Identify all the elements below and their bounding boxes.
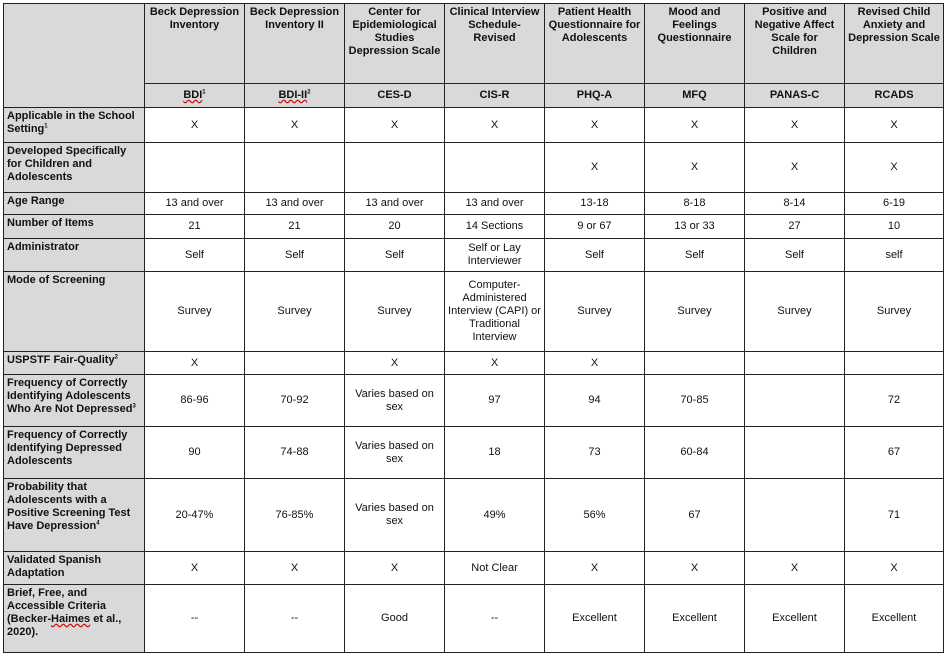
- table-cell: X: [545, 352, 645, 375]
- table-cell: [845, 352, 944, 375]
- table-cell: --: [145, 585, 245, 653]
- criteria-label: [4, 143, 145, 193]
- table-cell: X: [845, 108, 944, 143]
- criteria-label: [4, 479, 145, 552]
- footnote-marker: 2: [114, 354, 118, 361]
- criteria-label-text: Applicable in the School Setting: [7, 110, 135, 135]
- table-cell: 13 and over: [145, 193, 245, 215]
- criteria-row: [4, 427, 944, 479]
- table-cell: 71: [845, 479, 944, 552]
- table-cell: 74-88: [245, 427, 345, 479]
- criteria-label-text: Number of Items: [7, 217, 94, 229]
- table-cell: X: [845, 143, 944, 193]
- table-cell: 90: [145, 427, 245, 479]
- table-cell: Not Clear: [445, 552, 545, 585]
- criteria-row: [4, 239, 944, 272]
- instrument-abbr-ces-d: [345, 84, 445, 108]
- table-cell: 13 or 33: [645, 215, 745, 239]
- table-cell: X: [245, 108, 345, 143]
- criteria-row: [4, 585, 944, 653]
- criteria-label-text: Probability that Adolescents with a Positive Screening Test Have Depression: [7, 481, 131, 532]
- table-cell: 10: [845, 215, 944, 239]
- table-cell: [245, 352, 345, 375]
- criteria-label: [4, 239, 145, 272]
- table-cell: X: [145, 552, 245, 585]
- table-cell: Self: [745, 239, 845, 272]
- table-cell: self: [845, 239, 944, 272]
- table-cell: 9 or 67: [545, 215, 645, 239]
- criteria-row: [4, 552, 944, 585]
- spellcheck-word: Haimes: [51, 613, 91, 625]
- instrument-name-mfq: Mood and Feelings Questionnaire: [645, 4, 745, 84]
- instrument-name-panas-c: Positive and Negative Affect Scale for Children: [745, 4, 845, 84]
- criteria-label: [4, 552, 145, 585]
- table-cell: 13-18: [545, 193, 645, 215]
- instrument-name-bdi: Beck Depression Inventory: [145, 4, 245, 84]
- criteria-label: [4, 352, 145, 375]
- table-cell: X: [345, 108, 445, 143]
- instrument-abbr-bdi-ii: [245, 84, 345, 108]
- instrument-name-bdi-ii: Beck Depression Inventory II: [245, 4, 345, 84]
- table-cell: 72: [845, 375, 944, 427]
- criteria-label: [4, 215, 145, 239]
- instrument-abbr-cis-r: [445, 84, 545, 108]
- table-cell: X: [745, 552, 845, 585]
- criteria-label-text: USPSTF Fair-Quality: [7, 354, 115, 366]
- criteria-label-text: Mode of Screening: [7, 274, 106, 286]
- abbr-label: CES-D: [377, 89, 412, 101]
- table-cell: Self: [245, 239, 345, 272]
- footnote-marker: 1: [202, 89, 206, 96]
- table-cell: Survey: [645, 272, 745, 352]
- table-cell: X: [645, 108, 745, 143]
- criteria-label: [4, 108, 145, 143]
- table-cell: X: [345, 352, 445, 375]
- abbr-label: PHQ-A: [576, 89, 613, 101]
- criteria-label-text: Developed Specifically for Children and Adolescents: [7, 145, 127, 183]
- table-cell: 21: [145, 215, 245, 239]
- table-cell: 67: [645, 479, 745, 552]
- criteria-label: [4, 585, 145, 653]
- table-cell: Survey: [845, 272, 944, 352]
- criteria-row: [4, 272, 944, 352]
- table-cell: 8-14: [745, 193, 845, 215]
- table-cell: 97: [445, 375, 545, 427]
- criteria-label: [4, 193, 145, 215]
- table-cell: Survey: [245, 272, 345, 352]
- table-cell: [645, 352, 745, 375]
- criteria-row: [4, 193, 944, 215]
- table-cell: 13 and over: [345, 193, 445, 215]
- instrument-abbr-bdi: [145, 84, 245, 108]
- table-cell: Excellent: [845, 585, 944, 653]
- table-cell: 20: [345, 215, 445, 239]
- instrument-abbreviation-header-row: [4, 84, 944, 108]
- table-cell: [745, 479, 845, 552]
- table-cell: [345, 143, 445, 193]
- table-cell: Good: [345, 585, 445, 653]
- table-cell: X: [545, 108, 645, 143]
- instrument-name-phq-a: Patient Health Questionnaire for Adolescents: [545, 4, 645, 84]
- criteria-label-text: Brief, Free, and Accessible Criteria (Becker-Haimes et al., 2020).: [7, 587, 122, 638]
- table-cell: 6-19: [845, 193, 944, 215]
- table-cell: --: [245, 585, 345, 653]
- table-cell: --: [445, 585, 545, 653]
- table-cell: 20-47%: [145, 479, 245, 552]
- table-cell: Varies based on sex: [345, 427, 445, 479]
- table-cell: 76-85%: [245, 479, 345, 552]
- table-cell: X: [245, 552, 345, 585]
- abbr-label: BDI-II: [278, 89, 308, 101]
- table-cell: [245, 143, 345, 193]
- instrument-abbr-rcads: [845, 84, 944, 108]
- instrument-name-rcads: Revised Child Anxiety and Depression Scale: [845, 4, 944, 84]
- table-cell: 13 and over: [245, 193, 345, 215]
- footnote-marker: 2: [307, 89, 311, 96]
- table-cell: [745, 352, 845, 375]
- table-cell: X: [645, 143, 745, 193]
- instrument-abbr-phq-a: [545, 84, 645, 108]
- footnote-marker: 4: [96, 520, 100, 527]
- table-cell: Survey: [545, 272, 645, 352]
- instrument-name-header-row: [4, 4, 944, 84]
- criteria-row: [4, 352, 944, 375]
- criteria-body: [4, 108, 944, 653]
- criteria-label-text: Administrator: [7, 241, 80, 253]
- table-cell: X: [145, 108, 245, 143]
- corner-cell: [4, 4, 145, 108]
- table-cell: 27: [745, 215, 845, 239]
- table-cell: Self or Lay Interviewer: [445, 239, 545, 272]
- table-cell: X: [845, 552, 944, 585]
- criteria-row: [4, 375, 944, 427]
- abbr-label: RCADS: [874, 89, 914, 101]
- table-cell: Excellent: [645, 585, 745, 653]
- screening-instruments-table: [3, 3, 944, 653]
- criteria-label-text: Frequency of Correctly Identifying Adolescents Who Are Not Depressed: [7, 377, 133, 415]
- table-cell: Computer-Administered Interview (CAPI) or Traditional Interview: [445, 272, 545, 352]
- criteria-row: [4, 143, 944, 193]
- abbr-label: BDI: [183, 89, 203, 101]
- table-cell: 86-96: [145, 375, 245, 427]
- criteria-label: [4, 427, 145, 479]
- table-cell: Excellent: [545, 585, 645, 653]
- criteria-label-text: Frequency of Correctly Identifying Depressed Adolescents: [7, 429, 128, 467]
- criteria-row: [4, 215, 944, 239]
- criteria-label: [4, 272, 145, 352]
- table-cell: X: [445, 108, 545, 143]
- table-cell: 49%: [445, 479, 545, 552]
- table-cell: X: [745, 108, 845, 143]
- table-cell: [445, 143, 545, 193]
- table-cell: 70-85: [645, 375, 745, 427]
- table-cell: [745, 427, 845, 479]
- table-cell: 18: [445, 427, 545, 479]
- table-cell: X: [145, 352, 245, 375]
- criteria-label-text: Validated Spanish Adaptation: [7, 554, 102, 579]
- table-cell: X: [445, 352, 545, 375]
- table-cell: [145, 143, 245, 193]
- footnote-marker: 1: [44, 123, 48, 130]
- table-cell: 70-92: [245, 375, 345, 427]
- table-cell: 73: [545, 427, 645, 479]
- table-cell: Survey: [145, 272, 245, 352]
- table-cell: 21: [245, 215, 345, 239]
- criteria-row: [4, 479, 944, 552]
- table-cell: 94: [545, 375, 645, 427]
- table-cell: X: [645, 552, 745, 585]
- criteria-row: [4, 108, 944, 143]
- table-cell: 8-18: [645, 193, 745, 215]
- table-cell: Self: [345, 239, 445, 272]
- table-cell: X: [545, 552, 645, 585]
- table-cell: 14 Sections: [445, 215, 545, 239]
- table-cell: Varies based on sex: [345, 479, 445, 552]
- abbr-label: CIS-R: [479, 89, 510, 101]
- table-cell: Survey: [345, 272, 445, 352]
- table-cell: Varies based on sex: [345, 375, 445, 427]
- criteria-label-text: Age Range: [7, 195, 65, 207]
- table-cell: Self: [645, 239, 745, 272]
- criteria-label: [4, 375, 145, 427]
- table-cell: [745, 375, 845, 427]
- table-cell: Excellent: [745, 585, 845, 653]
- table-cell: X: [345, 552, 445, 585]
- abbr-label: PANAS-C: [769, 89, 820, 101]
- instrument-abbr-panas-c: [745, 84, 845, 108]
- table-cell: X: [745, 143, 845, 193]
- abbr-label: MFQ: [682, 89, 707, 101]
- instrument-name-cis-r: Clinical Interview Schedule-Revised: [445, 4, 545, 84]
- table-cell: X: [545, 143, 645, 193]
- table-cell: 13 and over: [445, 193, 545, 215]
- footnote-marker: 3: [132, 403, 136, 410]
- table-cell: Self: [145, 239, 245, 272]
- table-cell: 60-84: [645, 427, 745, 479]
- instrument-name-ces-d: Center for Epidemiological Studies Depression Scale: [345, 4, 445, 84]
- table-cell: Survey: [745, 272, 845, 352]
- table-cell: 67: [845, 427, 944, 479]
- table-cell: 56%: [545, 479, 645, 552]
- table-cell: Self: [545, 239, 645, 272]
- instrument-abbr-mfq: [645, 84, 745, 108]
